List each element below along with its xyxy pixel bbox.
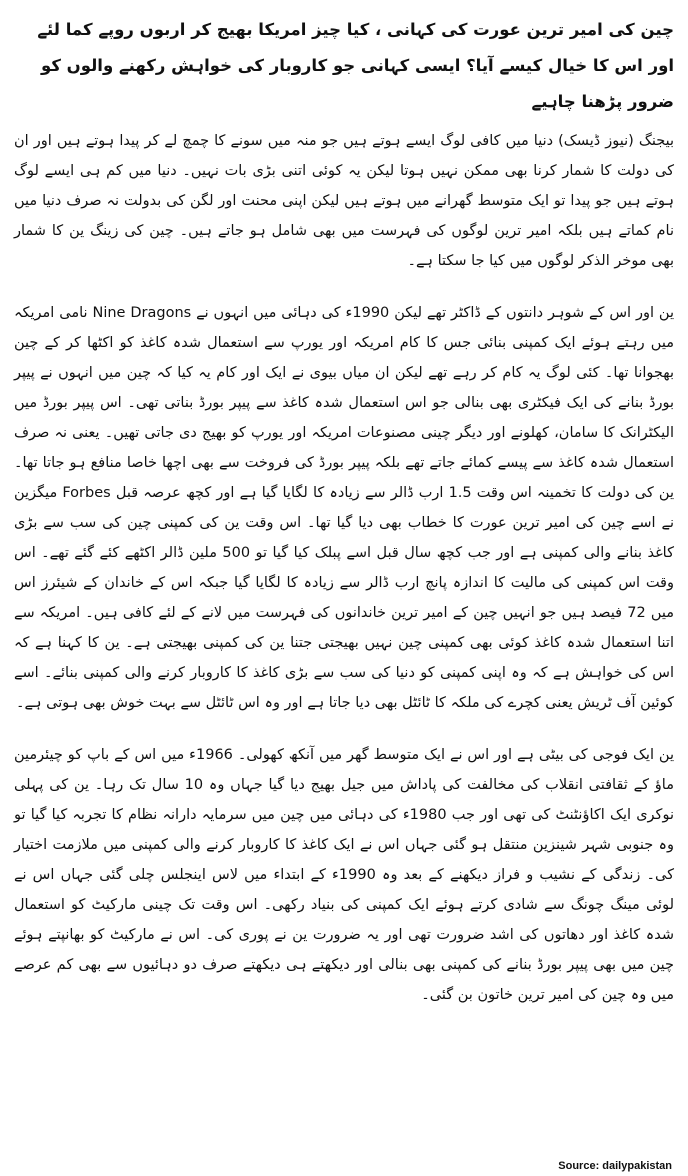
source-credit: Source: dailypakistan (558, 1160, 672, 1172)
article-paragraph: بیجنگ (نیوز ڈیسک) دنیا میں کافی لوگ ایسے ہوتے ہیں جو منہ میں سونے کا چمچ لے کر پیدا ہوتے ہیں اور ان کی دولت کا شمار کرنا بھی ممکن نہیں ہوتا لیکن یہ کوئی اتنی بڑی بات نہیں۔ دنیا میں کم ہی ایسے لوگ ہوتے ہیں جو پیدا تو ایک متوسط گھرانے میں ہوتے ہیں لیکن اپنی محنت اور لگن کی بدولت نہ صرف دنیا میں نام کماتے ہیں بلکہ امیر ترین لوگوں کی فہرست میں بھی شامل ہو جاتے ہیں۔ چین کی زینگ ین کا شمار بھی موخر الذکر لوگوں میں کیا جا سکتا ہے۔ (14, 133, 674, 269)
article-headline: چین کی امیر ترین عورت کی کہانی ، کیا چیز امریکا بھیج کر اربوں روپے کما لئے اور اس کا خیال کیسے آیا؟ ایسی کہانی جو کاروبار کی خواہش رکھنے والوں کو ضرور پڑھنا چاہیے (37, 20, 674, 111)
article-paragraph: ین ایک فوجی کی بیٹی ہے اور اس نے ایک متوسط گھر میں آنکھ کھولی۔ 1966ء میں اس کے باپ کو چیئرمین ماؤ کے ثقافتی انقلاب کی مخالفت کی پاداش میں جیل بھیج دیا گیا جہاں وہ 10 سال تک رہا۔ ین کی پہلی نوکری ایک اکاؤنٹنٹ کی تھی اور جب 1980ء کی دہائی میں چین میں سرمایہ دارانہ نظام کا تجربہ کیا گیا تو وہ جنوبی شہر شینزین منتقل ہو گئی جہاں اس نے ایک کاغذ کا کاروبار کرنے والی کمپنی میں ملازمت اختیار کی۔ زندگی کے نشیب و فراز دیکھنے کے بعد وہ 1990ء کے ابتداء میں لاس اینجلس چلی گئی جہاں اس نے لوئی مینگ چونگ سے شادی کرتے ہوئے ایک کمپنی کی بنیاد رکھی۔ اس وقت تک چینی مارکیٹ کو استعمال شدہ کاغذ اور دھاتوں کی اشد ضرورت تھی اور یہ ضرورت ین نے پوری کی۔ اس نے مارکیٹ کو بھانپتے ہوئے چین میں بھی پیپر بورڈ بنانے کی کمپنی بھی بنالی اور دیکھتے ہی دیکھتے صرف دو دہائیوں سے بھی کم عرصے میں وہ چین کی امیر ترین خاتون بن گئی۔ (14, 747, 674, 1003)
article-paragraph: ین اور اس کے شوہر دانتوں کے ڈاکٹر تھے لیکن 1990ء کی دہائی میں انہوں نے Nine Dragons نامی امریکہ میں رہتے ہوئے ایک کمپنی بنائی جس کا کام امریکہ اور یورپ سے استعمال شدہ کاغذ کو اکٹھا کر کے چین بھجوانا تھا۔ کئی لوگ یہ کام کر رہے تھے لیکن ان میاں بیوی نے ایک اور کام یہ کیا کہ چین میں انہوں نے پیپر بورڈ بنانے کی ایک فیکٹری بھی بنالی جو اس استعمال شدہ کاغذ سے پیپر بورڈ بناتی تھی۔ اس پیپر بورڈ میں الیکٹرانک کا سامان، کھلونے اور دیگر چینی مصنوعات امریکہ اور یورپ کو بھیج دی جاتی تھیں۔ یعنی نہ صرف استعمال شدہ کاغذ سے پیسے کمائے جاتے تھے بلکہ پیپر بورڈ کی فروخت سے بھی اچھا خاصا منافع ہو جاتا تھا۔ ین کی دولت کا تخمینہ اس وقت 1.5 ارب ڈالر سے زیادہ کا لگایا گیا ہے اور کچھ عرصہ قبل Forbes میگزین نے اسے چین کی امیر ترین عورت کا خطاب بھی دیا گیا تھا۔ اس وقت ین کی کمپنی چین کی سب سے بڑی کاغذ بنانے والی کمپنی ہے اور جب کچھ سال قبل اسے پبلک کیا گیا تو 500 ملین ڈالر اکٹھے کئے گئے تھے۔ اس وقت اس کمپنی کی مالیت کا اندازہ پانچ ارب ڈالر سے زیادہ کا لگایا گیا جبکہ اس کے خاندان کے شیئرز اس میں 72 فیصد ہیں جو انہیں چین کے امیر ترین خاندانوں کی فہرست میں لانے کے لئے کافی ہیں۔ امریکہ سے اتنا استعمال شدہ کاغذ کوئی بھی کمپنی چین نہیں بھیجتی جتنا ین کی کمپنی بھیجتی ہے۔ ین کا کہنا ہے کہ اس کی خواہش ہے کہ وہ اپنی کمپنی کو دنیا کی سب سے بڑی کاغذ کا کاروبار کرنے والی کمپنی بنائے۔ اسے کوئین آف ٹریش یعنی کچرے کی ملکہ کا ٹائٹل بھی دیا جاتا ہے اور وہ اس ٹائٹل سے بہت خوش بھی ہوتی ہے۔ (14, 305, 675, 711)
